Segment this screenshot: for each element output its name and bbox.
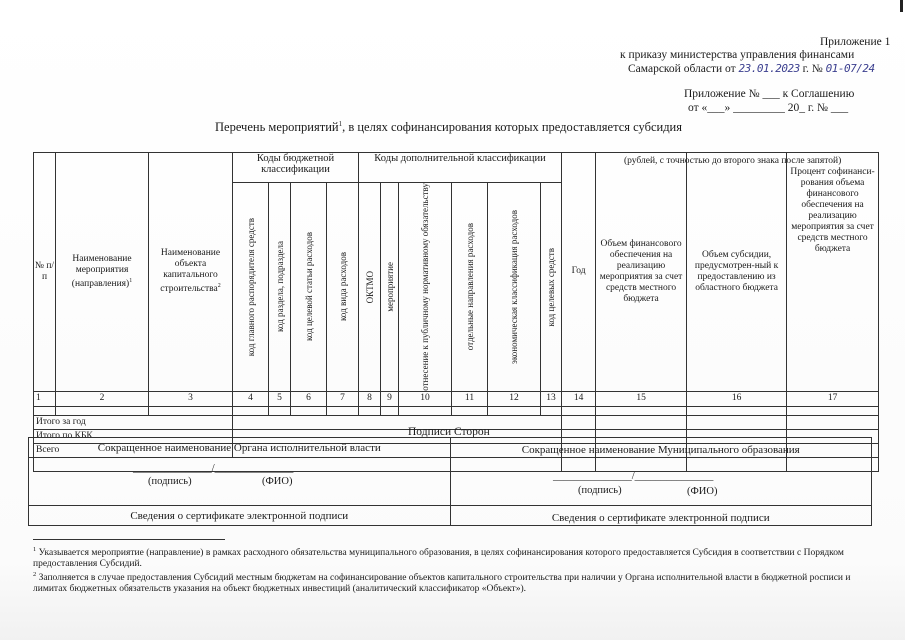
group-budget-codes: Коды бюджетной классификации — [233, 153, 359, 183]
col-target-funds: код целевых средств — [541, 183, 562, 392]
col-economic-class: экономическая классификация расходов — [488, 183, 541, 392]
col-cofinancing-percent: Процент софинанси-рования объема финансового обеспечения на реализацию мероприятия за счет средств местного бюджета — [787, 153, 879, 392]
activities-table — [33, 152, 879, 472]
left-cert-info: Сведения о сертификате электронной подписи — [29, 506, 451, 526]
right-party-name: Сокращенное наименование Муниципального образования — [450, 438, 872, 458]
agreement-appendix-line: Приложение № ___ к Соглашению — [684, 88, 855, 100]
left-signature-line: _______________/_______________ — [133, 463, 294, 474]
col-expense-directions: отдельные направления расходов — [452, 183, 488, 392]
order-line: к приказу министерства управления финансами — [620, 49, 855, 61]
footnote-rule — [33, 539, 225, 540]
table-row — [34, 406, 879, 415]
region-date-line: Самарской области от 23.01.2023 г. № 01-07/24 — [628, 62, 875, 75]
left-party-name: Сокращенное наименование Органа исполнительной власти — [29, 438, 451, 458]
col-activity-code: мероприятие — [381, 183, 399, 392]
col-local-funding: Объем финансового обеспечения на реализацию мероприятия за счет средств местного бюджета — [596, 153, 687, 392]
units-note: (рублей, с точностью до второго знака после запятой) — [624, 156, 842, 166]
left-sign-label: (подпись) — [148, 476, 192, 487]
col-target-item: код целевой статьи расходов — [291, 183, 327, 392]
right-fio-label: (ФИО) — [687, 486, 718, 497]
column-numbers-row: 1 2 3 4 5 6 7 8 9 10 11 12 13 14 15 16 17 — [34, 391, 879, 406]
total-kbk-row: Итого по КБК — [34, 429, 879, 443]
agreement-date-line: от «___» _________ 20_ г. № ___ — [688, 102, 849, 114]
col-kgrs: код главного распорядителя средств — [233, 183, 269, 392]
col-section: код раздела, подраздела — [269, 183, 291, 392]
footnote-2: $^2$ Заполняется в случае предоставления Субсидий местным бюджетам на софинансирование объектов капитального строительства при наличии у Органа исполнительной власти в бюджетной росписи и лимитах бюджетных обязательств указания на объект бюджетных инвестиций (аналитический классификатор «Объект»). — [33, 571, 851, 595]
appendix-label: Приложение 1 — [820, 36, 891, 48]
left-fio-label: (ФИО) — [262, 476, 293, 487]
handwritten-date: 23.01.2023 — [738, 62, 800, 75]
col-num: № п/п — [34, 153, 56, 392]
handwritten-number: 01-07/24 — [825, 62, 875, 75]
page-title: Перечень мероприятий$^1$, в целях софинансирования которых предоставляется субсидия — [215, 120, 682, 135]
right-cert-info: Сведения о сертификате электронной подписи — [450, 506, 872, 526]
signatures-caption: Подписи Сторон — [408, 426, 490, 438]
col-oktmo: ОКТМО — [359, 183, 381, 392]
footnote-1: $^1$ Указывается мероприятие (направление) в рамках расходного обязательства муниципального образования, в целях софинансирования которого предоставляется Субсидия в соответствии с Порядком предоставления Субсидий. — [33, 546, 844, 570]
col-activity: Наименование мероприятия (направления)$^1$ — [56, 153, 149, 392]
total-year-row: Итого за год — [34, 415, 879, 429]
col-public-obligation: отнесение к публичному нормативному обязательству — [399, 183, 452, 392]
col-object: Наименование объекта капитального строительства$^2$ — [149, 153, 233, 392]
col-year: Год — [562, 153, 596, 392]
col-expense-type: код вида расходов — [327, 183, 359, 392]
right-sign-label: (подпись) — [578, 485, 622, 496]
col-subsidy-volume: Объем субсидии, предусмотрен-ный к предоставлению из областного бюджета — [687, 153, 787, 392]
scan-edge-mark — [900, 0, 903, 12]
right-signature-line: _______________/_______________ — [553, 471, 714, 482]
group-extra-codes: Коды дополнительной классификации — [359, 153, 562, 183]
grand-total-row: Всего — [34, 443, 879, 457]
